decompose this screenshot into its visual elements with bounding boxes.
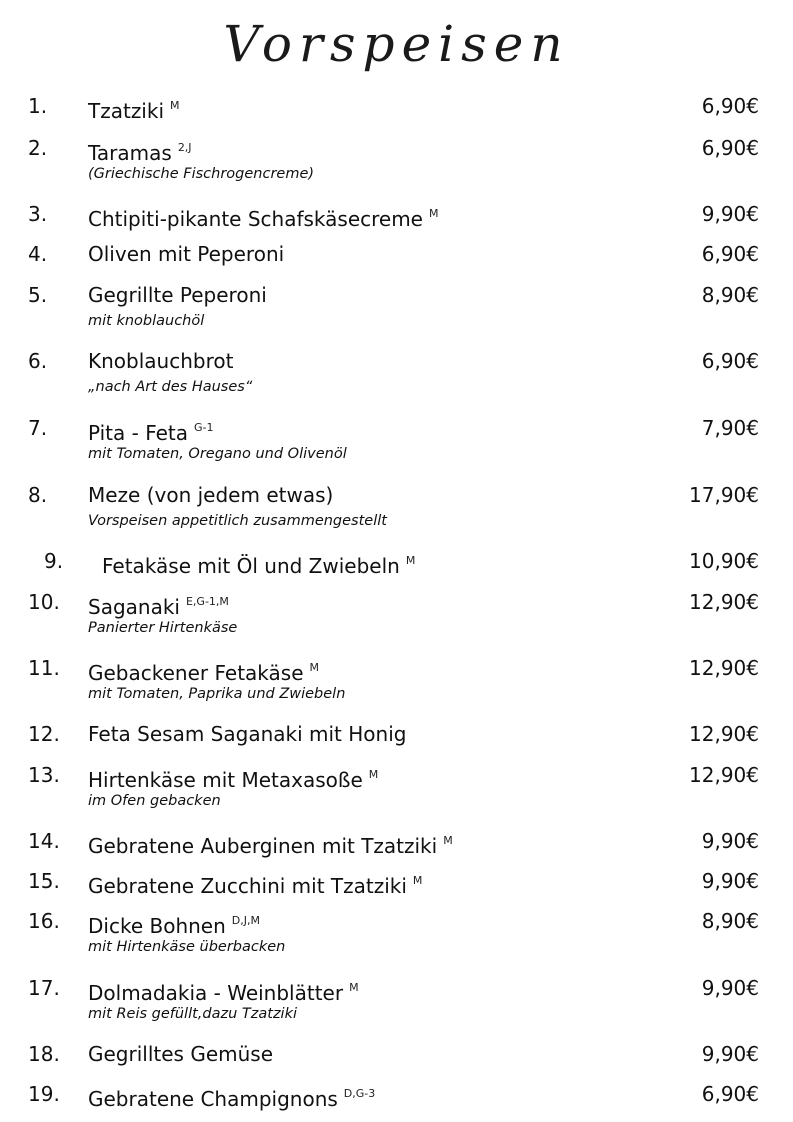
item-name-line bbox=[88, 722, 406, 746]
item-number: 7. bbox=[28, 416, 48, 440]
item-name-line bbox=[88, 202, 439, 231]
item-name-line bbox=[102, 549, 415, 578]
item-description: „nach Art des Hauses“ bbox=[88, 379, 253, 395]
item-number: 15. bbox=[28, 869, 60, 893]
item-name: Fetakäse mit Öl und Zwiebeln bbox=[102, 554, 400, 578]
item-number: 10. bbox=[28, 590, 60, 614]
item-name: Meze (von jedem etwas) bbox=[88, 483, 334, 507]
allergen-codes: M bbox=[412, 874, 423, 887]
item-number: 8. bbox=[28, 483, 48, 507]
allergen-codes: M bbox=[349, 981, 359, 994]
item-number: 18. bbox=[28, 1042, 60, 1066]
item-description: Panierter Hirtenkäse bbox=[88, 620, 238, 636]
item-number: 4. bbox=[28, 242, 48, 266]
item-name-line bbox=[88, 829, 453, 858]
item-name-line bbox=[88, 590, 229, 619]
item-name-line bbox=[88, 763, 378, 792]
item-name: Taramas bbox=[88, 141, 172, 165]
item-number: 2. bbox=[28, 136, 48, 160]
item-price: 10,90€ bbox=[689, 549, 759, 573]
allergen-codes: M bbox=[309, 661, 320, 674]
allergen-codes: D,G-3 bbox=[343, 1087, 376, 1100]
item-price: 12,90€ bbox=[689, 656, 759, 680]
item-name: Saganaki bbox=[88, 595, 180, 619]
item-number: 17. bbox=[28, 976, 60, 1000]
item-price: 6,90€ bbox=[701, 1082, 759, 1106]
allergen-codes: D,J,M bbox=[231, 914, 260, 927]
item-description: mit Reis gefüllt,dazu Tzatziki bbox=[88, 1006, 298, 1022]
item-price: 9,90€ bbox=[701, 1042, 759, 1066]
item-name: Chtipiti-pikante Schafskäsecreme bbox=[88, 207, 423, 231]
item-number: 13. bbox=[28, 763, 60, 787]
item-name: Hirtenkäse mit Metaxasoße bbox=[88, 768, 363, 792]
item-name: Feta Sesam Saganaki mit Honig bbox=[88, 722, 407, 746]
item-price: 17,90€ bbox=[689, 483, 759, 507]
item-name-line bbox=[88, 136, 192, 165]
item-price: 8,90€ bbox=[701, 909, 759, 933]
item-price: 6,90€ bbox=[701, 242, 759, 266]
item-number: 16. bbox=[28, 909, 60, 933]
allergen-codes: G-1 bbox=[194, 421, 214, 434]
item-description: mit Tomaten, Oregano und Olivenöl bbox=[88, 446, 347, 462]
item-name: Gegrilltes Gemüse bbox=[88, 1042, 273, 1066]
item-name: Pita - Feta bbox=[88, 421, 189, 445]
item-name: Gebratene Zucchini mit Tzatziki bbox=[88, 874, 407, 898]
item-name-line bbox=[88, 1082, 375, 1111]
item-price: 12,90€ bbox=[689, 722, 759, 746]
item-number: 5. bbox=[28, 283, 48, 307]
item-number: 12. bbox=[28, 722, 60, 746]
item-number: 14. bbox=[28, 829, 60, 853]
allergen-codes: M bbox=[170, 99, 180, 112]
item-name-line bbox=[88, 1042, 273, 1066]
item-name: Knoblauchbrot bbox=[88, 349, 234, 373]
item-price: 7,90€ bbox=[701, 416, 759, 440]
item-number: 6. bbox=[28, 349, 48, 373]
item-name-line bbox=[88, 656, 319, 685]
item-name-line bbox=[88, 283, 267, 307]
item-number: 19. bbox=[28, 1082, 60, 1106]
item-name: Gebackener Fetakäse bbox=[88, 661, 304, 685]
item-price: 9,90€ bbox=[701, 869, 759, 893]
item-name: Dicke Bohnen bbox=[88, 914, 226, 938]
item-description: im Ofen gebacken bbox=[88, 793, 221, 809]
item-name: Gebratene Champignons bbox=[88, 1087, 338, 1111]
item-price: 9,90€ bbox=[701, 829, 759, 853]
item-price: 6,90€ bbox=[701, 94, 759, 118]
item-price: 12,90€ bbox=[689, 590, 759, 614]
item-name-line bbox=[88, 869, 422, 898]
allergen-codes: 2,J bbox=[177, 141, 192, 154]
item-price: 6,90€ bbox=[701, 136, 759, 160]
item-description: (Griechische Fischrogencreme) bbox=[88, 166, 315, 182]
item-name: Gegrillte Peperoni bbox=[88, 283, 267, 307]
item-description: Vorspeisen appetitlich zusammengestellt bbox=[88, 513, 387, 529]
item-name: Gebratene Auberginen mit Tzatziki bbox=[88, 834, 438, 858]
item-name: Tzatziki bbox=[88, 99, 165, 123]
item-name-line bbox=[88, 94, 180, 123]
allergen-codes: M bbox=[429, 207, 439, 220]
item-price: 6,90€ bbox=[701, 349, 759, 373]
item-description: mit knoblauchöl bbox=[88, 313, 205, 329]
item-number: 9. bbox=[44, 549, 64, 573]
item-name-line bbox=[88, 976, 359, 1005]
item-price: 9,90€ bbox=[701, 202, 759, 226]
item-description: mit Hirtenkäse überbacken bbox=[88, 939, 286, 955]
item-name-line bbox=[88, 483, 333, 507]
item-name-line bbox=[88, 242, 284, 266]
menu-title: Vorspeisen bbox=[223, 15, 570, 73]
allergen-codes: M bbox=[405, 554, 416, 567]
item-description: mit Tomaten, Paprika und Zwiebeln bbox=[88, 686, 346, 702]
item-price: 9,90€ bbox=[701, 976, 759, 1000]
item-price: 12,90€ bbox=[689, 763, 759, 787]
item-name-line bbox=[88, 909, 260, 938]
item-number: 1. bbox=[28, 94, 48, 118]
item-name: Dolmadakia - Weinblätter bbox=[88, 981, 344, 1005]
allergen-codes: M bbox=[368, 768, 379, 781]
item-number: 11. bbox=[28, 656, 60, 680]
allergen-codes: M bbox=[443, 834, 453, 847]
allergen-codes: E,G-1,M bbox=[185, 595, 229, 608]
item-name-line bbox=[88, 416, 214, 445]
item-name: Oliven mit Peperoni bbox=[88, 242, 285, 266]
item-price: 8,90€ bbox=[701, 283, 759, 307]
item-name-line bbox=[88, 349, 233, 373]
item-number: 3. bbox=[28, 202, 48, 226]
